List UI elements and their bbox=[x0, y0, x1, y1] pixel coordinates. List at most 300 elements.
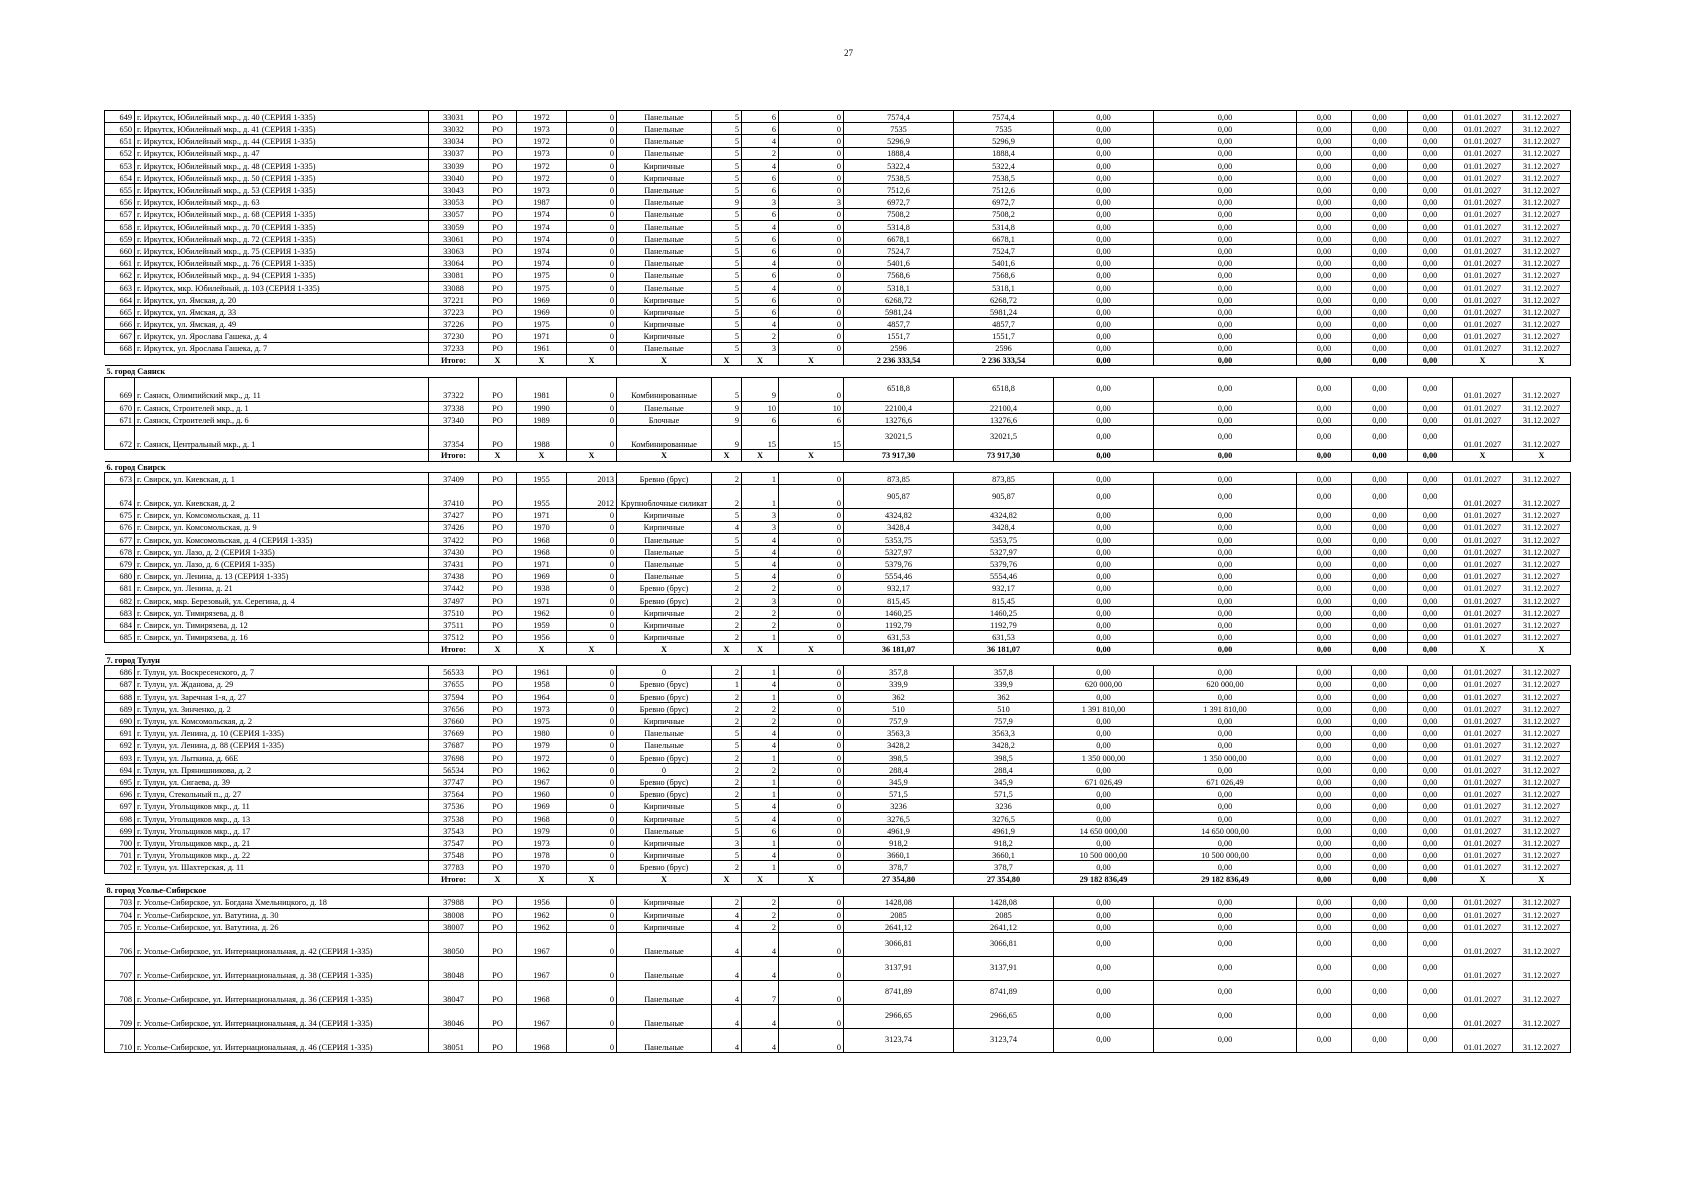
house-id: 37431 bbox=[429, 558, 479, 570]
end-date: 31.12.2027 bbox=[1513, 702, 1571, 714]
table-row bbox=[105, 196, 1571, 208]
area-total: 13276,6 bbox=[844, 413, 954, 425]
total-value: Х bbox=[517, 354, 567, 366]
area-living: 3066,81 bbox=[954, 933, 1054, 957]
entrances: 4 bbox=[742, 318, 779, 330]
total-value: Х bbox=[567, 450, 617, 462]
start-date: 01.01.2027 bbox=[1453, 812, 1513, 824]
cost-budget-region: 0,00 bbox=[1297, 981, 1352, 1005]
row-number: 709 bbox=[105, 1005, 135, 1029]
ownership: РО bbox=[479, 981, 517, 1005]
end-date: 31.12.2027 bbox=[1513, 751, 1571, 763]
entrances: 4 bbox=[742, 957, 779, 981]
year-built: 1971 bbox=[517, 558, 567, 570]
address: г. Иркутск, Юбилейный мкр., д. 47 bbox=[135, 147, 429, 159]
house-id: 33032 bbox=[429, 123, 479, 135]
floors: 5 bbox=[712, 171, 742, 183]
entrances: 4 bbox=[742, 135, 779, 147]
total-value: 0,00 bbox=[1297, 354, 1352, 366]
spacer bbox=[105, 450, 429, 462]
area-living: 1428,08 bbox=[954, 896, 1054, 908]
start-date: 01.01.2027 bbox=[1453, 678, 1513, 690]
row-number: 676 bbox=[105, 521, 135, 533]
ownership: РО bbox=[479, 715, 517, 727]
house-id: 38046 bbox=[429, 1005, 479, 1029]
elevators: 0 bbox=[779, 666, 844, 678]
ownership: РО bbox=[479, 861, 517, 873]
row-number: 701 bbox=[105, 849, 135, 861]
area-living: 362 bbox=[954, 690, 1054, 702]
year-renovated: 0 bbox=[567, 908, 617, 920]
row-number: 656 bbox=[105, 196, 135, 208]
floors: 5 bbox=[712, 257, 742, 269]
cost-budget-local: 0,00 bbox=[1352, 473, 1408, 485]
cost-budget-local: 0,00 bbox=[1352, 606, 1408, 618]
end-date: 31.12.2027 bbox=[1513, 824, 1571, 836]
cost-budget-region: 0,00 bbox=[1297, 861, 1352, 873]
floors: 4 bbox=[712, 1029, 742, 1053]
row-number: 698 bbox=[105, 812, 135, 824]
cost-total: 0,00 bbox=[1054, 545, 1154, 557]
total-value: Х bbox=[617, 354, 712, 366]
ownership: РО bbox=[479, 920, 517, 932]
table-row bbox=[105, 245, 1571, 257]
total-value: Х bbox=[479, 873, 517, 885]
cost-budget-local: 0,00 bbox=[1352, 269, 1408, 281]
table-row bbox=[105, 377, 1571, 401]
cost-budget-local: 0,00 bbox=[1352, 509, 1408, 521]
address: г. Тулун, Угольщиков мкр., д. 17 bbox=[135, 824, 429, 836]
row-number: 651 bbox=[105, 135, 135, 147]
cost-fund: 0,00 bbox=[1154, 111, 1297, 123]
year-renovated: 0 bbox=[567, 837, 617, 849]
area-total: 5327,97 bbox=[844, 545, 954, 557]
cost-total: 0,00 bbox=[1054, 812, 1154, 824]
cost-budget-region: 0,00 bbox=[1297, 245, 1352, 257]
table-row bbox=[105, 318, 1571, 330]
start-date: 01.01.2027 bbox=[1453, 570, 1513, 582]
address: г. Свирск, ул. Ленина, д. 13 (СЕРИЯ 1-335) bbox=[135, 570, 429, 582]
ownership: РО bbox=[479, 401, 517, 413]
elevators: 15 bbox=[779, 426, 844, 450]
ownership: РО bbox=[479, 123, 517, 135]
cost-budget-region: 0,00 bbox=[1297, 702, 1352, 714]
row-number: 678 bbox=[105, 545, 135, 557]
end-date: 31.12.2027 bbox=[1513, 594, 1571, 606]
wall-material: Панельные bbox=[617, 342, 712, 354]
year-built: 1973 bbox=[517, 702, 567, 714]
cost-owners: 0,00 bbox=[1408, 606, 1453, 618]
house-id: 37226 bbox=[429, 318, 479, 330]
area-living: 5379,76 bbox=[954, 558, 1054, 570]
wall-material: Бревно (брус) bbox=[617, 776, 712, 788]
year-built: 1968 bbox=[517, 533, 567, 545]
end-date: 31.12.2027 bbox=[1513, 861, 1571, 873]
area-total: 918,2 bbox=[844, 837, 954, 849]
year-renovated: 0 bbox=[567, 666, 617, 678]
table-row bbox=[105, 727, 1571, 739]
cost-budget-local: 0,00 bbox=[1352, 981, 1408, 1005]
total-value: Х bbox=[779, 873, 844, 885]
cost-budget-region: 0,00 bbox=[1297, 401, 1352, 413]
cost-fund: 0,00 bbox=[1154, 558, 1297, 570]
wall-material: Панельные bbox=[617, 257, 712, 269]
year-renovated: 0 bbox=[567, 800, 617, 812]
cost-budget-region: 0,00 bbox=[1297, 739, 1352, 751]
table-row bbox=[105, 220, 1571, 232]
start-date: 01.01.2027 bbox=[1453, 473, 1513, 485]
entrances: 4 bbox=[742, 727, 779, 739]
cost-fund: 0,00 bbox=[1154, 208, 1297, 220]
entrances: 2 bbox=[742, 702, 779, 714]
area-total: 905,87 bbox=[844, 485, 954, 509]
start-date: 01.01.2027 bbox=[1453, 521, 1513, 533]
wall-material: Бревно (брус) bbox=[617, 690, 712, 702]
elevators: 0 bbox=[779, 981, 844, 1005]
start-date: 01.01.2027 bbox=[1453, 220, 1513, 232]
end-date: 31.12.2027 bbox=[1513, 377, 1571, 401]
floors: 2 bbox=[712, 788, 742, 800]
cost-total: 14 650 000,00 bbox=[1054, 824, 1154, 836]
row-number: 706 bbox=[105, 933, 135, 957]
cost-budget-local: 0,00 bbox=[1352, 763, 1408, 775]
row-number: 680 bbox=[105, 570, 135, 582]
cost-budget-local: 0,00 bbox=[1352, 123, 1408, 135]
address: г. Иркутск, Юбилейный мкр., д. 44 (СЕРИЯ 1-335) bbox=[135, 135, 429, 147]
cost-fund: 0,00 bbox=[1154, 727, 1297, 739]
year-renovated: 0 bbox=[567, 413, 617, 425]
year-built: 1978 bbox=[517, 849, 567, 861]
year-renovated: 0 bbox=[567, 342, 617, 354]
address: г. Тулун, Угольщиков мкр., д. 13 bbox=[135, 812, 429, 824]
cost-budget-region: 0,00 bbox=[1297, 666, 1352, 678]
cost-budget-region: 0,00 bbox=[1297, 111, 1352, 123]
house-id: 37438 bbox=[429, 570, 479, 582]
total-value: 0,00 bbox=[1297, 873, 1352, 885]
address: г. Иркутск, Юбилейный мкр., д. 53 (СЕРИЯ 1-335) bbox=[135, 184, 429, 196]
table-row bbox=[105, 849, 1571, 861]
address: г. Усолье-Сибирское, ул. Ватутина, д. 30 bbox=[135, 908, 429, 920]
cost-budget-region: 0,00 bbox=[1297, 824, 1352, 836]
end-date: 31.12.2027 bbox=[1513, 257, 1571, 269]
cost-fund: 14 650 000,00 bbox=[1154, 824, 1297, 836]
year-built: 1974 bbox=[517, 257, 567, 269]
row-number: 672 bbox=[105, 426, 135, 450]
cost-budget-local: 0,00 bbox=[1352, 485, 1408, 509]
cost-total: 0,00 bbox=[1054, 342, 1154, 354]
ownership: РО bbox=[479, 269, 517, 281]
house-id: 38048 bbox=[429, 957, 479, 981]
house-id: 33031 bbox=[429, 111, 479, 123]
year-built: 1968 bbox=[517, 1029, 567, 1053]
cost-owners: 0,00 bbox=[1408, 111, 1453, 123]
wall-material: Панельные bbox=[617, 208, 712, 220]
total-row bbox=[105, 643, 1571, 655]
year-renovated: 0 bbox=[567, 715, 617, 727]
table-row bbox=[105, 908, 1571, 920]
floors: 4 bbox=[712, 1005, 742, 1029]
row-number: 704 bbox=[105, 908, 135, 920]
row-number: 700 bbox=[105, 837, 135, 849]
house-id: 37322 bbox=[429, 377, 479, 401]
wall-material: Панельные bbox=[617, 727, 712, 739]
start-date: 01.01.2027 bbox=[1453, 135, 1513, 147]
wall-material: Панельные bbox=[617, 147, 712, 159]
cost-fund: 0,00 bbox=[1154, 196, 1297, 208]
end-date: 31.12.2027 bbox=[1513, 981, 1571, 1005]
cost-owners: 0,00 bbox=[1408, 521, 1453, 533]
cost-budget-local: 0,00 bbox=[1352, 837, 1408, 849]
house-id: 37426 bbox=[429, 521, 479, 533]
cost-total: 0,00 bbox=[1054, 111, 1154, 123]
entrances: 4 bbox=[742, 545, 779, 557]
house-id: 37747 bbox=[429, 776, 479, 788]
total-value: 27 354,80 bbox=[954, 873, 1054, 885]
house-id: 37409 bbox=[429, 473, 479, 485]
area-living: 7535 bbox=[954, 123, 1054, 135]
total-value: Х bbox=[1513, 450, 1571, 462]
floors: 5 bbox=[712, 824, 742, 836]
total-label: Итого: bbox=[429, 450, 479, 462]
area-living: 5981,24 bbox=[954, 306, 1054, 318]
year-built: 1975 bbox=[517, 715, 567, 727]
entrances: 4 bbox=[742, 533, 779, 545]
year-built: 1967 bbox=[517, 957, 567, 981]
row-number: 708 bbox=[105, 981, 135, 1005]
cost-total: 0,00 bbox=[1054, 558, 1154, 570]
start-date: 01.01.2027 bbox=[1453, 666, 1513, 678]
cost-fund: 0,00 bbox=[1154, 485, 1297, 509]
floors: 2 bbox=[712, 690, 742, 702]
cost-owners: 0,00 bbox=[1408, 196, 1453, 208]
total-value: Х bbox=[779, 643, 844, 655]
house-id: 37427 bbox=[429, 509, 479, 521]
area-total: 932,17 bbox=[844, 582, 954, 594]
cost-budget-local: 0,00 bbox=[1352, 545, 1408, 557]
total-value: 29 182 836,49 bbox=[1054, 873, 1154, 885]
entrances: 2 bbox=[742, 715, 779, 727]
address: г. Саянск, Строителей мкр., д. 6 bbox=[135, 413, 429, 425]
cost-fund: 0,00 bbox=[1154, 401, 1297, 413]
address: г. Иркутск, Юбилейный мкр., д. 48 (СЕРИЯ 1-335) bbox=[135, 159, 429, 171]
cost-budget-region: 0,00 bbox=[1297, 690, 1352, 702]
elevators: 0 bbox=[779, 582, 844, 594]
cost-budget-region: 0,00 bbox=[1297, 558, 1352, 570]
entrances: 1 bbox=[742, 776, 779, 788]
cost-total: 0,00 bbox=[1054, 981, 1154, 1005]
floors: 5 bbox=[712, 123, 742, 135]
cost-total: 0,00 bbox=[1054, 485, 1154, 509]
cost-fund: 0,00 bbox=[1154, 933, 1297, 957]
table-row bbox=[105, 485, 1571, 509]
year-renovated: 0 bbox=[567, 594, 617, 606]
area-living: 22100,4 bbox=[954, 401, 1054, 413]
entrances: 1 bbox=[742, 751, 779, 763]
row-number: 685 bbox=[105, 631, 135, 643]
cost-total: 0,00 bbox=[1054, 715, 1154, 727]
cost-owners: 0,00 bbox=[1408, 401, 1453, 413]
start-date: 01.01.2027 bbox=[1453, 293, 1513, 305]
house-id: 33057 bbox=[429, 208, 479, 220]
cost-budget-region: 0,00 bbox=[1297, 570, 1352, 582]
start-date: 01.01.2027 bbox=[1453, 318, 1513, 330]
cost-budget-region: 0,00 bbox=[1297, 957, 1352, 981]
area-living: 3137,91 bbox=[954, 957, 1054, 981]
total-value: 0,00 bbox=[1408, 354, 1453, 366]
year-built: 1972 bbox=[517, 135, 567, 147]
row-number: 691 bbox=[105, 727, 135, 739]
wall-material: Панельные bbox=[617, 196, 712, 208]
ownership: РО bbox=[479, 800, 517, 812]
cost-budget-local: 0,00 bbox=[1352, 788, 1408, 800]
entrances: 4 bbox=[742, 220, 779, 232]
year-built: 1969 bbox=[517, 293, 567, 305]
start-date: 01.01.2027 bbox=[1453, 763, 1513, 775]
address: г. Иркутск, Юбилейный мкр., д. 41 (СЕРИЯ 1-335) bbox=[135, 123, 429, 135]
start-date: 01.01.2027 bbox=[1453, 245, 1513, 257]
address: г. Иркутск, Юбилейный мкр., д. 40 (СЕРИЯ 1-335) bbox=[135, 111, 429, 123]
area-total: 288,4 bbox=[844, 763, 954, 775]
cost-owners: 0,00 bbox=[1408, 776, 1453, 788]
elevators: 0 bbox=[779, 957, 844, 981]
cost-budget-region: 0,00 bbox=[1297, 184, 1352, 196]
address: г. Тулун, ул. Сигаева, д. 39 bbox=[135, 776, 429, 788]
area-living: 398,5 bbox=[954, 751, 1054, 763]
ownership: РО bbox=[479, 208, 517, 220]
ownership: РО bbox=[479, 763, 517, 775]
area-total: 5554,46 bbox=[844, 570, 954, 582]
house-id: 33063 bbox=[429, 245, 479, 257]
area-living: 3236 bbox=[954, 800, 1054, 812]
cost-budget-region: 0,00 bbox=[1297, 763, 1352, 775]
row-number: 673 bbox=[105, 473, 135, 485]
cost-fund: 0,00 bbox=[1154, 800, 1297, 812]
year-built: 1981 bbox=[517, 377, 567, 401]
wall-material: 0 bbox=[617, 763, 712, 775]
area-total: 1460,25 bbox=[844, 606, 954, 618]
address: г. Свирск, ул. Тимирязева, д. 16 bbox=[135, 631, 429, 643]
cost-budget-region: 0,00 bbox=[1297, 1029, 1352, 1053]
wall-material: Панельные bbox=[617, 111, 712, 123]
row-number: 684 bbox=[105, 619, 135, 631]
year-renovated: 0 bbox=[567, 896, 617, 908]
entrances: 1 bbox=[742, 690, 779, 702]
row-number: 681 bbox=[105, 582, 135, 594]
table-row bbox=[105, 957, 1571, 981]
floors: 4 bbox=[712, 957, 742, 981]
cost-fund: 0,00 bbox=[1154, 281, 1297, 293]
cost-owners: 0,00 bbox=[1408, 1029, 1453, 1053]
year-built: 1964 bbox=[517, 690, 567, 702]
start-date: 01.01.2027 bbox=[1453, 509, 1513, 521]
cost-owners: 0,00 bbox=[1408, 751, 1453, 763]
area-living: 1460,25 bbox=[954, 606, 1054, 618]
year-built: 1990 bbox=[517, 401, 567, 413]
cost-fund: 0,00 bbox=[1154, 269, 1297, 281]
area-total: 631,53 bbox=[844, 631, 954, 643]
area-living: 932,17 bbox=[954, 582, 1054, 594]
table-row bbox=[105, 558, 1571, 570]
floors: 5 bbox=[712, 545, 742, 557]
cost-fund: 0,00 bbox=[1154, 619, 1297, 631]
year-renovated: 0 bbox=[567, 269, 617, 281]
area-total: 3563,3 bbox=[844, 727, 954, 739]
cost-owners: 0,00 bbox=[1408, 171, 1453, 183]
cost-fund: 0,00 bbox=[1154, 521, 1297, 533]
area-total: 3137,91 bbox=[844, 957, 954, 981]
total-value: 36 181,07 bbox=[844, 643, 954, 655]
elevators: 0 bbox=[779, 920, 844, 932]
year-renovated: 0 bbox=[567, 606, 617, 618]
area-total: 3276,5 bbox=[844, 812, 954, 824]
row-number: 663 bbox=[105, 281, 135, 293]
wall-material: Панельные bbox=[617, 281, 712, 293]
elevators: 0 bbox=[779, 269, 844, 281]
cost-budget-region: 0,00 bbox=[1297, 485, 1352, 509]
start-date: 01.01.2027 bbox=[1453, 582, 1513, 594]
floors: 2 bbox=[712, 715, 742, 727]
cost-budget-region: 0,00 bbox=[1297, 933, 1352, 957]
area-total: 5296,9 bbox=[844, 135, 954, 147]
year-built: 1962 bbox=[517, 920, 567, 932]
house-id: 37687 bbox=[429, 739, 479, 751]
year-renovated: 0 bbox=[567, 1005, 617, 1029]
cost-budget-local: 0,00 bbox=[1352, 281, 1408, 293]
elevators: 0 bbox=[779, 281, 844, 293]
elevators: 0 bbox=[779, 849, 844, 861]
cost-total: 0,00 bbox=[1054, 861, 1154, 873]
area-total: 873,85 bbox=[844, 473, 954, 485]
end-date: 31.12.2027 bbox=[1513, 208, 1571, 220]
ownership: РО bbox=[479, 257, 517, 269]
row-number: 695 bbox=[105, 776, 135, 788]
area-living: 378,7 bbox=[954, 861, 1054, 873]
cost-budget-local: 0,00 bbox=[1352, 957, 1408, 981]
table-row bbox=[105, 330, 1571, 342]
table-row bbox=[105, 751, 1571, 763]
address: г. Тулун, ул. Лыткина, д. 66Е bbox=[135, 751, 429, 763]
start-date: 01.01.2027 bbox=[1453, 776, 1513, 788]
house-id: 37497 bbox=[429, 594, 479, 606]
row-number: 658 bbox=[105, 220, 135, 232]
table-row bbox=[105, 702, 1571, 714]
wall-material: Панельные bbox=[617, 739, 712, 751]
elevators: 0 bbox=[779, 690, 844, 702]
year-renovated: 0 bbox=[567, 824, 617, 836]
cost-fund: 0,00 bbox=[1154, 1005, 1297, 1029]
cost-total: 0,00 bbox=[1054, 377, 1154, 401]
cost-budget-region: 0,00 bbox=[1297, 159, 1352, 171]
wall-material: Кирпичные bbox=[617, 812, 712, 824]
house-id: 37538 bbox=[429, 812, 479, 824]
end-date: 31.12.2027 bbox=[1513, 293, 1571, 305]
end-date: 31.12.2027 bbox=[1513, 159, 1571, 171]
address: г. Иркутск, Юбилейный мкр., д. 76 (СЕРИЯ 1-335) bbox=[135, 257, 429, 269]
cost-fund: 0,00 bbox=[1154, 920, 1297, 932]
area-living: 4857,7 bbox=[954, 318, 1054, 330]
area-total: 5353,75 bbox=[844, 533, 954, 545]
section-header bbox=[105, 885, 1571, 897]
year-renovated: 0 bbox=[567, 558, 617, 570]
ownership: РО bbox=[479, 570, 517, 582]
start-date: 01.01.2027 bbox=[1453, 1005, 1513, 1029]
year-built: 1975 bbox=[517, 269, 567, 281]
year-renovated: 2012 bbox=[567, 485, 617, 509]
total-row bbox=[105, 354, 1571, 366]
floors: 5 bbox=[712, 184, 742, 196]
house-id: 37430 bbox=[429, 545, 479, 557]
row-number: 667 bbox=[105, 330, 135, 342]
